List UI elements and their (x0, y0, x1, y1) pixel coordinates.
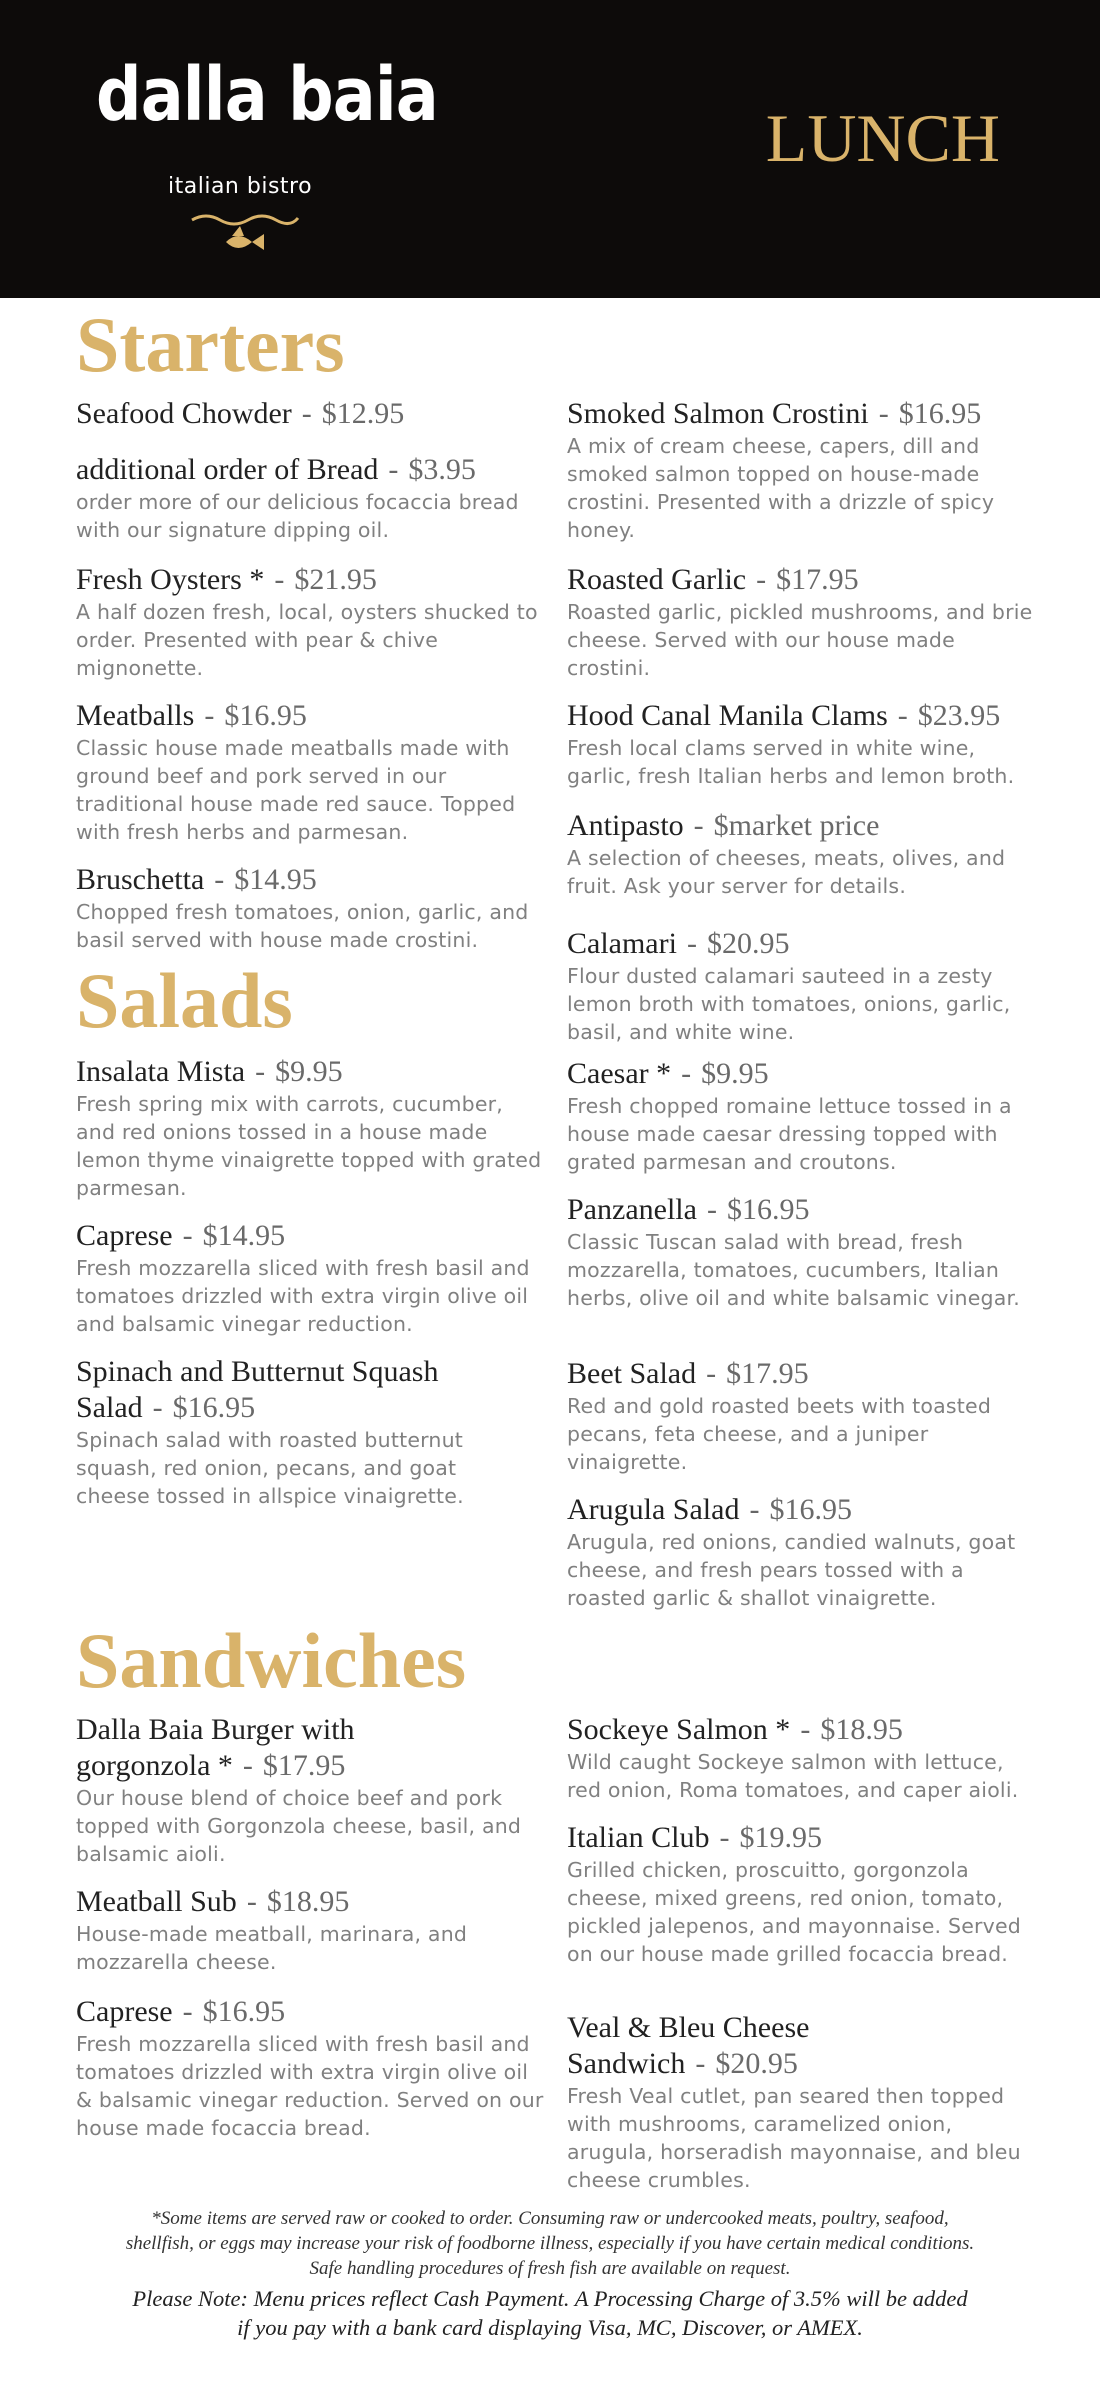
disclaimer-line: *Some items are served raw or cooked to order. Consuming raw or undercooked meats, poultry, seafood, (151, 2208, 949, 2229)
item-price: $16.95 (202, 1995, 286, 2028)
item-name: Arugula Salad (567, 1493, 740, 1526)
item-description: Grilled chicken, proscuitto, gorgonzola cheese, mixed greens, red onion, tomato, pickled jalepenos, and mayonnaise. Served on our house made grilled focaccia bread. (567, 1858, 1021, 1966)
item-description: Fresh mozzarella sliced with fresh basil and tomatoes drizzled with extra virgin olive oil and balsamic vinegar reduction. (76, 1256, 530, 1336)
menu-item: Meatball Sub - $18.95 House-made meatball, marinara, and mozzarella cheese. (76, 1884, 546, 1976)
menu-item: Caprese - $14.95 Fresh mozzarella sliced with fresh basil and tomatoes drizzled with extra virgin olive oil and balsamic vinegar reduction. (76, 1218, 546, 1338)
menu-item: Sockeye Salmon * - $18.95 Wild caught Sockeye salmon with lettuce, red onion, Roma tomatoes, and caper aioli. (567, 1712, 1037, 1804)
payment-note-line: if you pay with a bank card displaying Visa, MC, Discover, or AMEX. (237, 2315, 863, 2340)
item-name: Caprese (76, 1219, 173, 1252)
item-name: Meatball Sub (76, 1885, 237, 1918)
menu-item: Spinach and Butternut Squash Salad - $16.95 Spinach salad with roasted butternut squash, red onion, pecans, and goat cheese tossed in allspice vinaigrette. (76, 1354, 516, 1510)
item-price: $9.95 (701, 1057, 769, 1090)
item-price: $18.95 (266, 1885, 350, 1918)
item-price: $9.95 (275, 1055, 343, 1088)
item-name: Spinach and Butternut Squash Salad (76, 1355, 439, 1424)
menu-item: Hood Canal Manila Clams - $23.95 Fresh local clams served in white wine, garlic, fresh Italian herbs and lemon broth. (567, 698, 1037, 790)
item-price: $16.95 (769, 1493, 852, 1526)
item-description: Arugula, red onions, candied walnuts, goat cheese, and fresh pears tossed with a roasted garlic & shallot vinaigrette. (567, 1530, 1016, 1610)
item-name: Antipasto (567, 809, 684, 842)
disclaimer-line: shellfish, or eggs may increase your risk of foodborne illness, especially if you have certain medical conditions. (125, 2233, 975, 2254)
disclaimer-line: Safe handling procedures of fresh fish are available on request. (309, 2258, 791, 2279)
menu-item: Meatballs - $16.95 Classic house made meatballs made with ground beef and pork served in our traditional house made red sauce. Topped with fresh herbs and parmesan. (76, 698, 546, 846)
payment-note (0, 2284, 1100, 2342)
menu-item: Caesar * - $9.95 Fresh chopped romaine lettuce tossed in a house made caesar dressing topped with grated parmesan and croutons. (567, 1056, 1037, 1176)
wave-fish-icon (190, 212, 300, 256)
item-description: Flour dusted calamari sauteed in a zesty lemon broth with tomatoes, onions, garlic, basil, and white wine. (567, 964, 1011, 1044)
starters-section (76, 301, 546, 388)
menu-item: Beet Salad - $17.95 Red and gold roasted beets with toasted pecans, feta cheese, and a juniper vinaigrette. (567, 1356, 1037, 1476)
raw-food-disclaimer (0, 2206, 1100, 2281)
menu-item: Arugula Salad - $16.95 Arugula, red onions, candied walnuts, goat cheese, and fresh pears tossed with a roasted garlic & shallot vinaigrette. (567, 1492, 1037, 1612)
item-description: Spinach salad with roasted butternut squash, red onion, pecans, and goat cheese tossed in allspice vinaigrette. (76, 1428, 464, 1508)
item-price: $16.95 (726, 1193, 810, 1226)
item-description: Our house blend of choice beef and pork topped with Gorgonzola cheese, basil, and balsamic aioli. (76, 1786, 522, 1866)
payment-note-line: Please Note: Menu prices reflect Cash Payment. A Processing Charge of 3.5% will be added (132, 2286, 968, 2311)
section-title-salads: Salads (76, 957, 293, 1044)
item-price: $23.95 (917, 699, 1001, 732)
menu-item: additional order of Bread - $3.95 order more of our delicious focaccia bread with our signature dipping oil. (76, 452, 546, 544)
item-name: Bruschetta (76, 863, 205, 896)
item-price: $market price (713, 809, 880, 842)
item-name: Roasted Garlic (567, 563, 747, 596)
brand-name: dalla baia (96, 52, 438, 138)
menu-item: Veal & Bleu Cheese Sandwich - $20.95 Fresh Veal cutlet, pan seared then topped with mushrooms, caramelized onion, arugula, horseradish mayonnaise, and bleu cheese crumbles. (567, 2010, 867, 2194)
item-description: Chopped fresh tomatoes, onion, garlic, and basil served with house made crostini. (76, 900, 529, 952)
item-description: Fresh local clams served in white wine, garlic, fresh Italian herbs and lemon broth. (567, 736, 1015, 788)
item-name: Panzanella (567, 1193, 697, 1226)
item-name: Beet Salad (567, 1357, 697, 1390)
item-price: $17.95 (776, 563, 859, 596)
item-name: Veal & Bleu Cheese Sandwich (567, 2011, 810, 2080)
item-price: $3.95 (408, 453, 476, 486)
item-description: Red and gold roasted beets with toasted pecans, feta cheese, and a juniper vinaigrette. (567, 1394, 992, 1474)
item-name: Hood Canal Manila Clams (567, 699, 888, 732)
item-price: $20.95 (706, 927, 790, 960)
item-description: Fresh mozzarella sliced with fresh basil and tomatoes drizzled with extra virgin olive oil & balsamic vinegar reduction. Served on our house made focaccia bread. (76, 2032, 544, 2140)
item-price: $14.95 (202, 1219, 286, 1252)
item-description: Classic Tuscan salad with bread, fresh mozzarella, tomatoes, cucumbers, Italian herbs, olive oil and white balsamic vinegar. (567, 1230, 1020, 1310)
item-name: Meatballs (76, 699, 195, 732)
menu-item: Calamari - $20.95 Flour dusted calamari sauteed in a zesty lemon broth with tomatoes, onions, garlic, basil, and white wine. (567, 926, 1037, 1046)
item-description: A mix of cream cheese, capers, dill and smoked salmon topped on house-made crostini. Presented with a drizzle of spicy honey. (567, 434, 995, 542)
item-price: $12.95 (321, 397, 405, 430)
item-price: $16.95 (224, 699, 307, 732)
item-description: Wild caught Sockeye salmon with lettuce, red onion, Roma tomatoes, and caper aioli. (567, 1750, 1019, 1802)
menu-item: Smoked Salmon Crostini - $16.95 A mix of cream cheese, capers, dill and smoked salmon topped on house-made crostini. Presented with a drizzle of spicy honey. (567, 396, 1037, 544)
item-description: Classic house made meatballs made with ground beef and pork served in our traditional house made red sauce. Topped with fresh herbs and parmesan. (76, 736, 516, 844)
menu-item: Caprese - $16.95 Fresh mozzarella sliced with fresh basil and tomatoes drizzled with extra virgin olive oil & balsamic vinegar reduction. Served on our house made focaccia bread. (76, 1994, 546, 2142)
item-name: Dalla Baia Burger with gorgonzola * (76, 1713, 355, 1782)
menu-item: Italian Club - $19.95 Grilled chicken, proscuitto, gorgonzola cheese, mixed greens, red onion, tomato, pickled jalepenos, and mayonnaise. Served on our house made grilled focaccia bread. (567, 1820, 1037, 1968)
menu-item: Panzanella - $16.95 Classic Tuscan salad with bread, fresh mozzarella, tomatoes, cucumbers, Italian herbs, olive oil and white balsamic vinegar. (567, 1192, 1037, 1312)
item-name: Seafood Chowder (76, 397, 292, 430)
menu-item: Fresh Oysters * - $21.95 A half dozen fresh, local, oysters shucked to order. Presented with pear & chive mignonette. (76, 562, 546, 682)
sandwiches-section (76, 1617, 676, 1704)
item-name: Calamari (567, 927, 677, 960)
item-price: $17.95 (726, 1357, 809, 1390)
item-description: House-made meatball, marinara, and mozzarella cheese. (76, 1922, 468, 1974)
item-name: Insalata Mista (76, 1055, 246, 1088)
item-name: Italian Club (567, 1821, 710, 1854)
item-description: A half dozen fresh, local, oysters shucked to order. Presented with pear & chive mignonette. (76, 600, 538, 680)
item-description: Fresh spring mix with carrots, cucumber, and red onions tossed in a house made lemon thyme vinaigrette topped with grated parmesan. (76, 1092, 542, 1200)
item-name: Caprese (76, 1995, 173, 2028)
item-price: $21.95 (294, 563, 377, 596)
item-price: $20.95 (715, 2047, 798, 2080)
menu-item: Antipasto - $market price A selection of cheeses, meats, olives, and fruit. Ask your server for details. (567, 808, 1037, 900)
item-price: $14.95 (234, 863, 317, 896)
brand-tagline: italian bistro (168, 174, 313, 199)
menu-item: Roasted Garlic - $17.95 Roasted garlic, pickled mushrooms, and brie cheese. Served with our house made crostini. (567, 562, 1037, 682)
item-description: A selection of cheeses, meats, olives, and fruit. Ask your server for details. (567, 846, 1006, 898)
item-price: $18.95 (820, 1713, 903, 1746)
menu-item: Dalla Baia Burger with gorgonzola * - $17.95 Our house blend of choice beef and pork topped with Gorgonzola cheese, basil, and balsamic aioli. (76, 1712, 476, 1868)
menu-item: Seafood Chowder - $12.95 (76, 397, 405, 430)
item-price: $16.95 (172, 1391, 256, 1424)
section-title-sandwiches: Sandwiches (76, 1617, 467, 1704)
item-description: order more of our delicious focaccia bread with our signature dipping oil. (76, 490, 519, 542)
item-price: $16.95 (898, 397, 982, 430)
item-name: additional order of Bread (76, 453, 379, 486)
menu-item: Insalata Mista - $9.95 Fresh spring mix with carrots, cucumber, and red onions tossed in a house made lemon thyme vinaigrette topped with grated parmesan. (76, 1054, 546, 1202)
item-price: $17.95 (262, 1749, 346, 1782)
item-description: Fresh Veal cutlet, pan seared then topped with mushrooms, caramelized onion, arugula, horseradish mayonnaise, and bleu cheese crumbles. (567, 2084, 1021, 2192)
section-title-starters: Starters (76, 301, 345, 388)
item-name: Smoked Salmon Crostini (567, 397, 869, 430)
menu-header (0, 0, 1100, 298)
menu-item: Bruschetta - $14.95 Chopped fresh tomatoes, onion, garlic, and basil served with house made crostini. (76, 862, 546, 954)
meal-label: LUNCH (765, 100, 1000, 176)
item-price: $19.95 (739, 1821, 822, 1854)
item-description: Fresh chopped romaine lettuce tossed in a house made caesar dressing topped with grated parmesan and croutons. (567, 1094, 1012, 1174)
salads-section (76, 957, 546, 1044)
item-description: Roasted garlic, pickled mushrooms, and brie cheese. Served with our house made crostini. (567, 600, 1033, 680)
item-name: Fresh Oysters * (76, 563, 265, 596)
item-name: Sockeye Salmon * (567, 1713, 791, 1746)
item-name: Caesar * (567, 1057, 672, 1090)
